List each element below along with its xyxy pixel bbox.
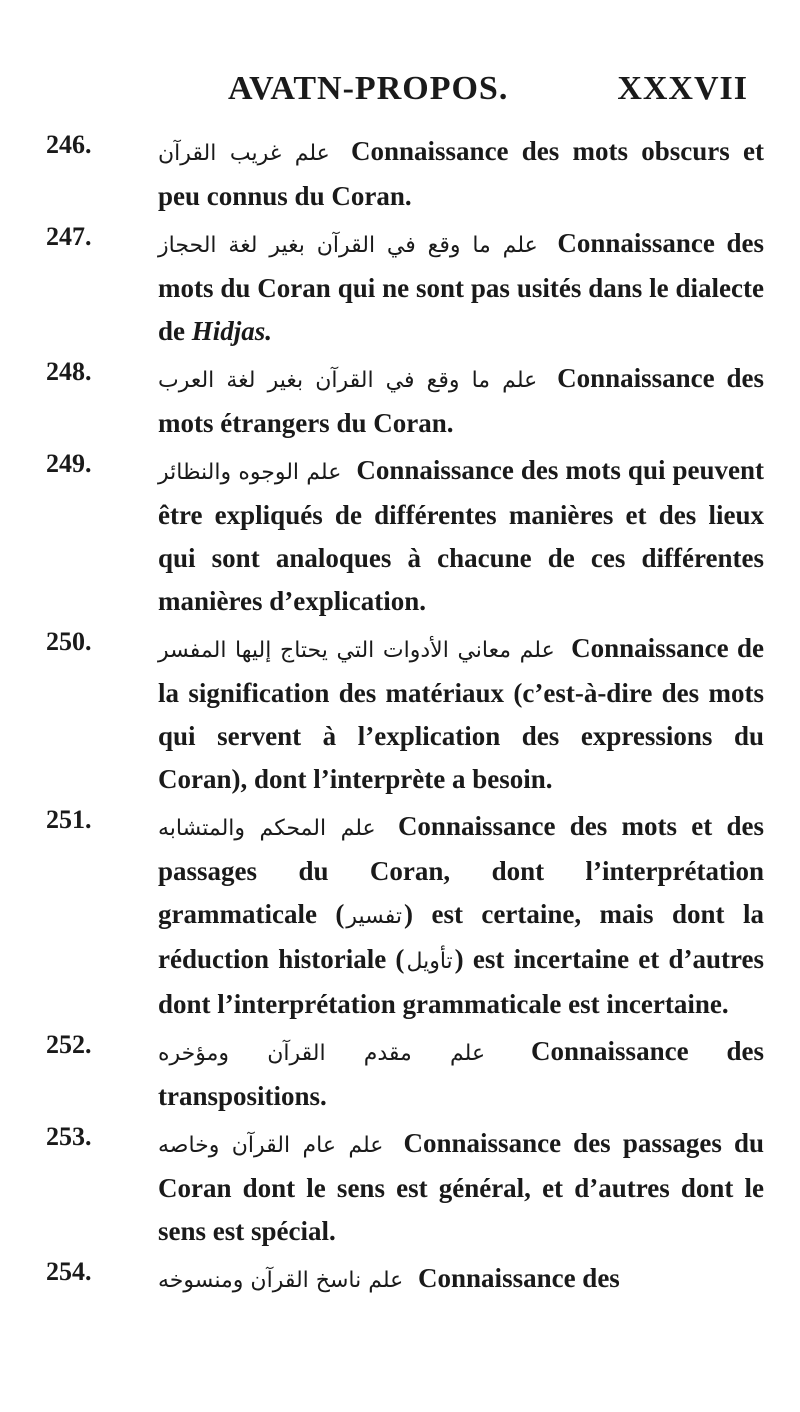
entry-number: 246. (46, 130, 92, 159)
arabic-term: علم معاني الأدوات التي يحتاج إليها المفسر (158, 638, 555, 663)
entry-description: Connaissance des (418, 1263, 620, 1293)
arabic-gloss: تفسير (346, 904, 403, 929)
entry-description: Connaissance des mots étrangers du Coran. (158, 363, 765, 438)
entry-description: Connaissance des mots qui peuvent être expliqués de différentes manières et des lieux qui sont analoques à chacune de ces différentes manières d’explication. (158, 455, 764, 616)
entry-description: ) est certaine, mais dont la réduction historiale ( (158, 899, 764, 974)
entry-249 (0, 449, 800, 623)
entry-description: Connaissance des transpositions. (158, 1036, 764, 1111)
entry-description: Connaissance des mots obscurs et peu connus du Coran. (158, 136, 764, 211)
entry-list (0, 130, 800, 1306)
entry-253 (0, 1122, 800, 1253)
arabic-term: علم الوجوه والنظائر (158, 460, 342, 485)
entry-number: 252. (46, 1030, 92, 1059)
page-number: XXXVII (617, 70, 748, 107)
entry-description: Connaissance des mots et des passages du Coran, dont l’interprétation grammaticale ( (158, 811, 765, 929)
entry-246 (0, 130, 800, 218)
entry-number: 254. (46, 1257, 92, 1286)
entry-number: 251. (46, 805, 92, 834)
arabic-term: علم غريب القرآن (158, 141, 330, 166)
entry-252 (0, 1030, 800, 1118)
entry-254 (0, 1257, 800, 1302)
arabic-term: علم مقدم القرآن ومؤخره (158, 1041, 486, 1066)
running-title: AVATN-PROPOS. (228, 70, 509, 107)
entry-251 (0, 805, 800, 1026)
entry-248 (0, 357, 800, 445)
entry-247 (0, 222, 800, 353)
arabic-term: علم ناسخ القرآن ومنسوخه (158, 1268, 404, 1293)
arabic-gloss: تأويل (406, 949, 453, 974)
entry-number: 247. (46, 222, 92, 251)
entry-description-italic: Hidjas. (191, 316, 273, 346)
entry-number: 253. (46, 1122, 92, 1151)
entry-description: ) est incertaine et d’autres dont l’interprétation grammaticale est incertaine. (158, 944, 764, 1019)
entry-number: 249. (46, 449, 92, 478)
arabic-term: علم ما وقع في القرآن بغير لغة العرب (158, 368, 538, 393)
entry-number: 248. (46, 357, 92, 386)
entry-description: Connaissance des passages du Coran dont le sens est général, et d’autres dont le sens est spécial. (158, 1128, 764, 1246)
arabic-term: علم عام القرآن وخاصه (158, 1133, 384, 1158)
entry-description: Connaissance des mots du Coran qui ne sont pas usités dans le dialecte de (158, 228, 764, 346)
entry-number: 250. (46, 627, 92, 656)
page-header (0, 70, 800, 120)
entry-description: Connaissance de la signification des matériaux (c’est-à-dire des mots qui servent à l’explication des expressions du Coran), dont l’interprète a besoin. (158, 633, 765, 794)
arabic-term: علم ما وقع في القرآن بغير لغة الحجاز (158, 233, 538, 258)
arabic-term: علم المحكم والمتشابه (158, 816, 376, 841)
entry-250 (0, 627, 800, 801)
